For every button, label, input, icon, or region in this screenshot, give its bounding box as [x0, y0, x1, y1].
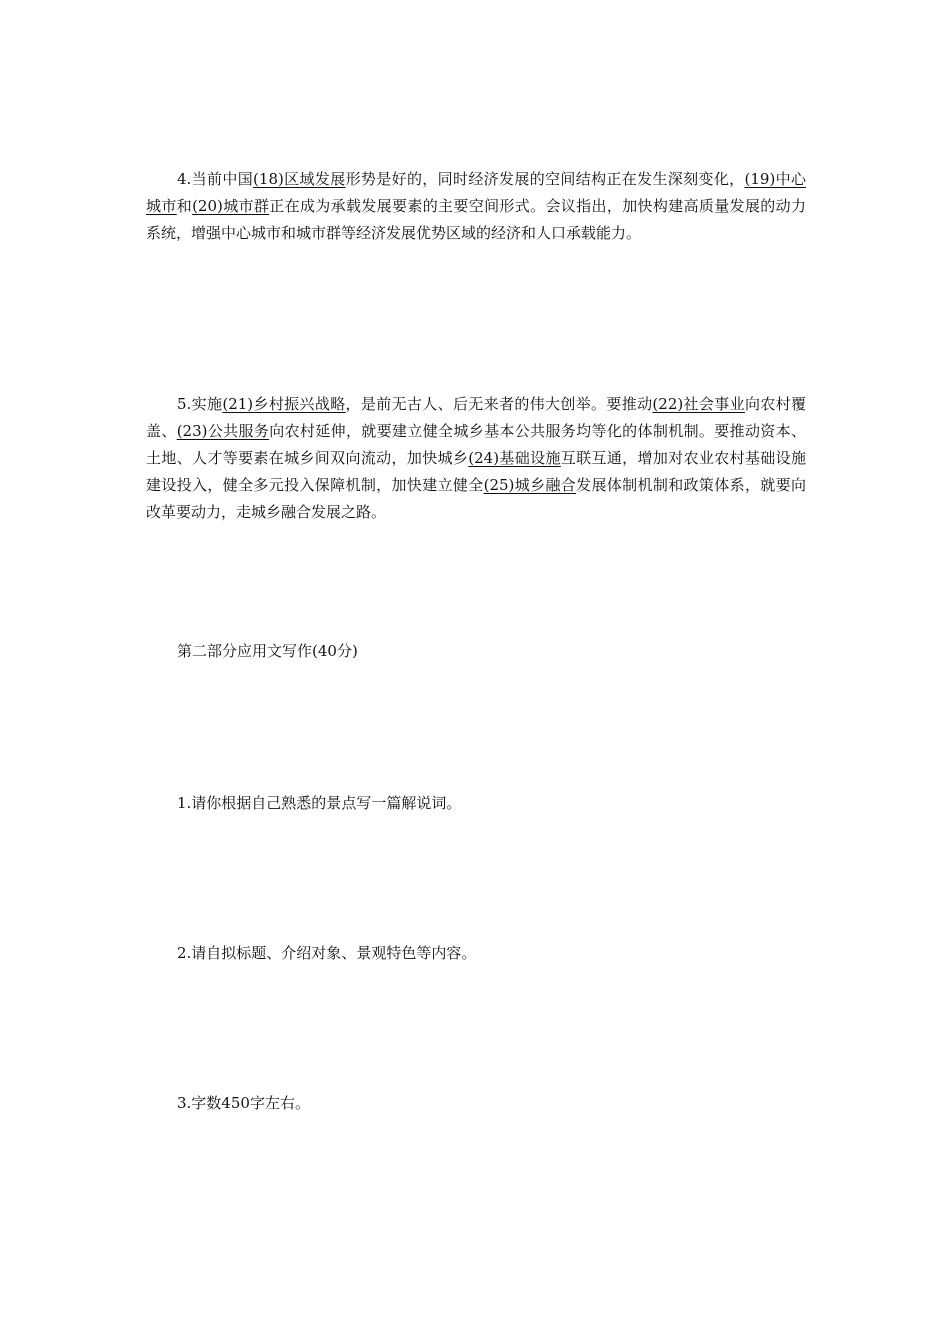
- text: 发展体制机制和政策体系，就要向改革要动力，走城乡融合发展之路。: [146, 476, 806, 521]
- answer-20: (20)城市群: [192, 197, 270, 215]
- text: 正在成为承载发展要素的主要空间形式。会议指出，加快构建高质量发展的动力系统，增强中心城市和城市群等经济发展优势区域的经济和人口承载能力。: [146, 197, 806, 242]
- part2-heading: 第二部分应用文写作(40分): [177, 642, 358, 660]
- requirement-3: 3.字数450字左右。: [177, 1094, 310, 1112]
- text: 形势是好的，同时经济发展的空间结构正在发生深刻变化，: [345, 170, 745, 188]
- text: 当前中国: [191, 170, 254, 188]
- text: 向农村覆盖、: [146, 395, 806, 440]
- text: 实施: [191, 395, 223, 413]
- answer-23: (23)公共服务: [176, 422, 270, 440]
- text: ，是前无古人、后无来者的伟大创举。要推动: [345, 395, 653, 413]
- item-number: 5.: [177, 395, 192, 413]
- text: 和: [176, 197, 193, 215]
- answer-19: (19)中心城市: [146, 170, 806, 215]
- answer-21: (21)乡村振兴战略: [222, 395, 346, 413]
- answer-18: (18)区域发展: [253, 170, 346, 188]
- answer-22: (22)社会事业: [652, 395, 745, 413]
- answer-25: (25)城乡融合: [483, 476, 577, 494]
- requirement-1: 1.请你根据自己熟悉的景点写一篇解说词。: [177, 794, 462, 812]
- requirement-2: 2.请自拟标题、介绍对象、景观特色等内容。: [177, 944, 477, 962]
- item-number: 4.: [177, 170, 192, 188]
- text: 互联互通，增加对农业农村基础设施建设投入，健全多元投入保障机制，加快建立健全: [146, 449, 806, 494]
- text: 向农村延伸，就要建立健全城乡基本公共服务均等化的体制机制。要推动资本、土地、人才等要素在城乡间双向流动，加快城乡: [146, 422, 806, 467]
- answer-24: (24)基础设施: [468, 449, 561, 467]
- paragraph-4: [146, 166, 806, 247]
- paragraph-5: [146, 391, 806, 526]
